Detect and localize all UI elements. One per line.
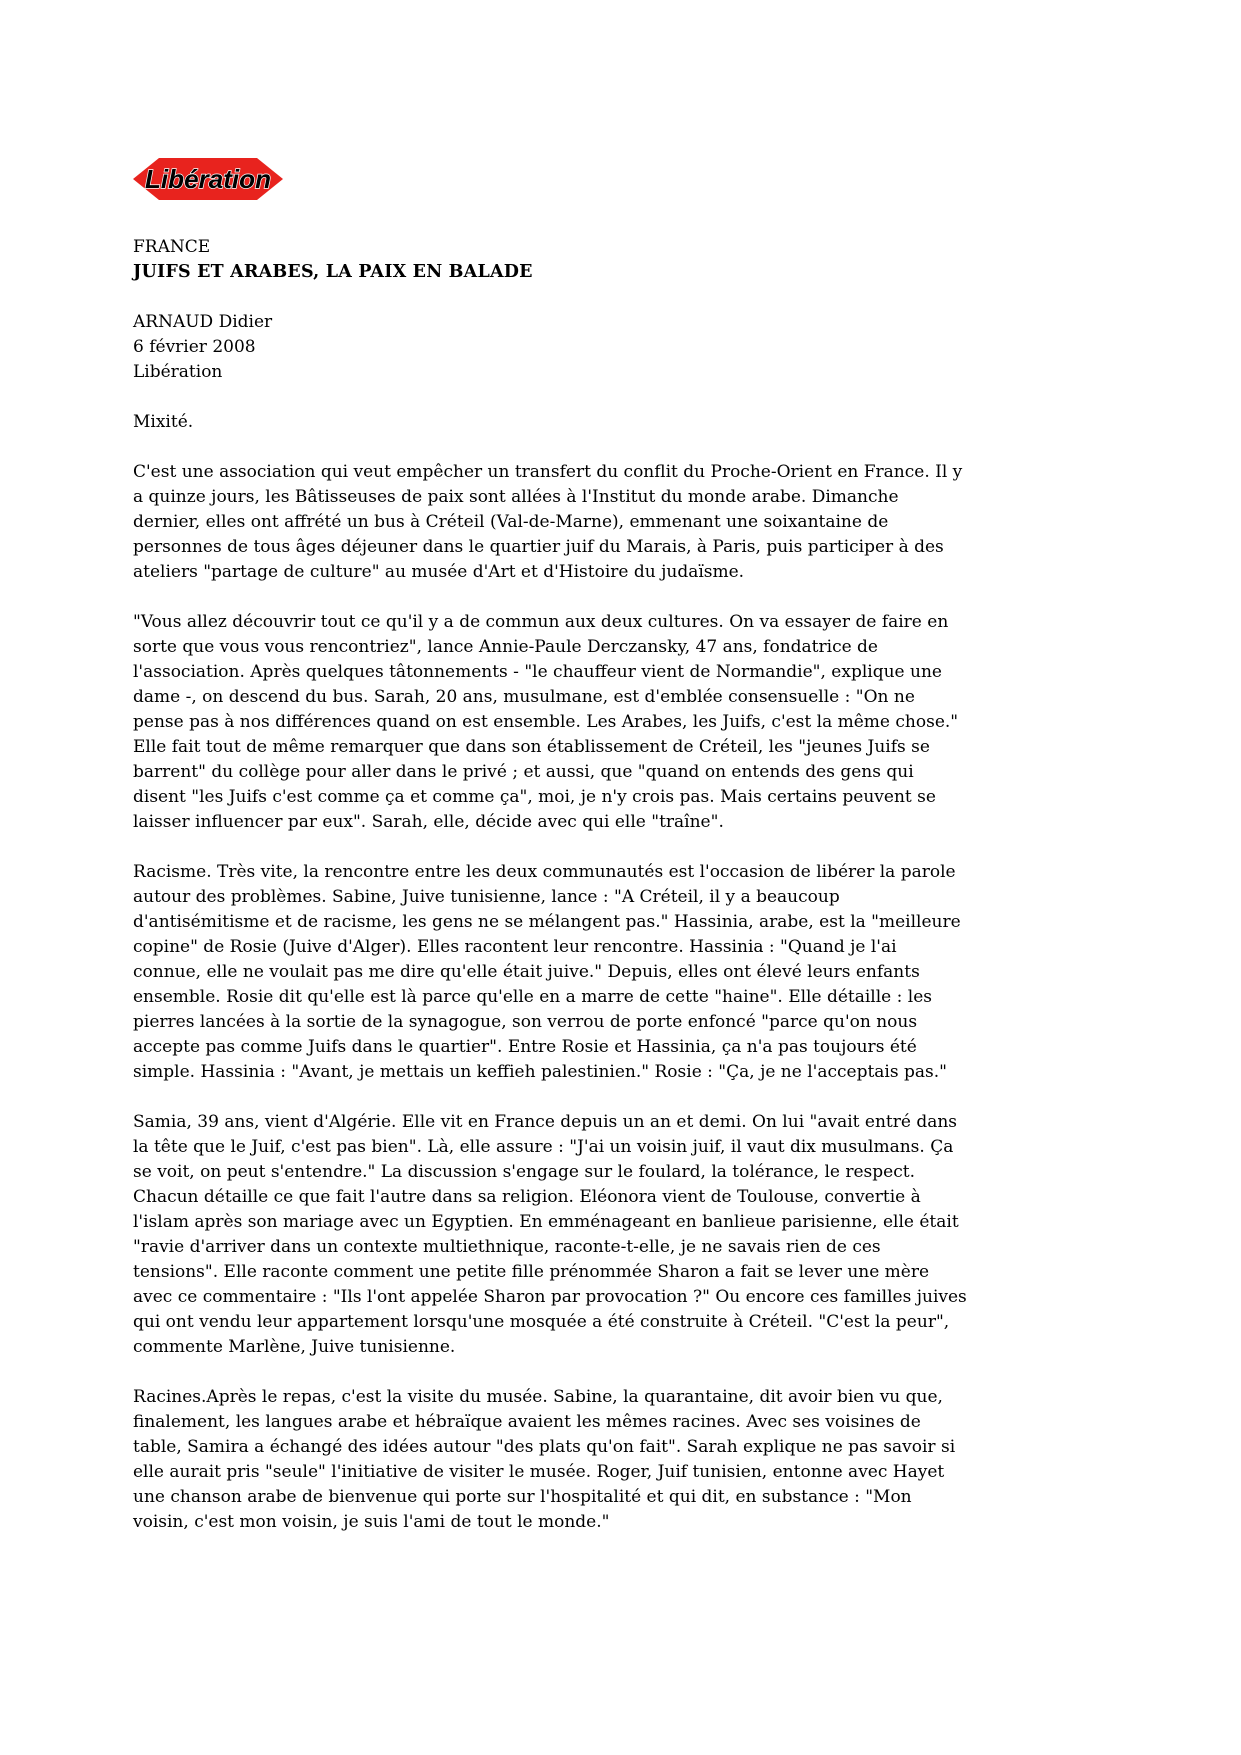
byline [133, 310, 969, 385]
logo-text: Libération [145, 164, 271, 194]
standfirst: Mixité. [133, 412, 194, 432]
article-paragraph: Racines.Après le repas, c'est la visite du musée. Sabine, la quarantaine, dit avoir bien vu que, finalement, les langues arabe et hébraïque avaient les mêmes racines. Avec ses voisines de table, Samira a échangé des idées autour "des plats qu'on fait". Sarah explique ne pas savoir si elle aurait pris "seule" l'initiative de visiter le musée. Roger, Juif tunisien, entonne avec Hayet une chanson arabe de bienvenue qui porte sur l'hospitalité et qui dit, en substance : "Mon voisin, c'est mon voisin, je suis l'ami de tout le monde." [133, 1387, 956, 1532]
source-name: Libération [133, 362, 223, 382]
article-paragraph: C'est une association qui veut empêcher un transfert du conflit du Proche-Orient en France. Il y a quinze jours, les Bâtisseuses de paix sont allées à l'Institut du monde arabe. Dimanche dernier, elles ont affrété un bus à Créteil (Val-de-Marne), emmenant une soixantaine de personnes de tous âges déjeuner dans le quartier juif du Marais, à Paris, puis participer à des ateliers "partage de culture" au musée d'Art et d'Histoire du judaïsme. [133, 462, 963, 582]
article-title: JUIFS ET ARABES, LA PAIX EN BALADE [133, 262, 533, 282]
section-label: FRANCE [133, 237, 211, 257]
article-content [133, 155, 969, 1560]
liberation-logo-graphic [133, 155, 283, 203]
article-paragraph: Samia, 39 ans, vient d'Algérie. Elle vit en France depuis un an et demi. On lui "avait entré dans la tête que le Juif, c'est pas bien". Là, elle assure : "J'ai un voisin juif, il vaut dix musulmans. Ça se voit, on peut s'entendre." La discussion s'engage sur le foulard, la tolérance, le respect. Chacun détaille ce que fait l'autre dans sa religion. Eléonora vient de Toulouse, convertie à l'islam après son mariage avec un Egyptien. En emménageant en banlieue parisienne, elle était "ravie d'arriver dans un contexte multiethnique, raconte-t-elle, je ne savais rien de ces tensions". Elle raconte comment une petite fille prénommée Sharon a fait se lever une mère avec ce commentaire : "Ils l'ont appelée Sharon par provocation ?" Ou encore ces familles juives qui ont vendu leur appartement lorsqu'une mosquée a été construite à Créteil. "C'est la peur", commente Marlène, Juive tunisienne. [133, 1112, 967, 1357]
article-paragraph: Racisme. Très vite, la rencontre entre les deux communautés est l'occasion de libérer la parole autour des problèmes. Sabine, Juive tunisienne, lance : "A Créteil, il y a beaucoup d'antisémitisme et de racisme, les gens ne se mélangent pas." Hassinia, arabe, est la "meilleure copine" de Rosie (Juive d'Alger). Elles racontent leur rencontre. Hassinia : "Quand je l'ai connue, elle ne voulait pas me dire qu'elle était juive." Depuis, elles ont élevé leurs enfants ensemble. Rosie dit qu'elle est là parce qu'elle en a marre de cette "haine". Elle détaille : les pierres lancées à la sortie de la synagogue, son verrou de porte enfoncé "parce qu'on nous accepte pas comme Juifs dans le quartier". Entre Rosie et Hassinia, ça n'a pas toujours été simple. Hassinia : "Avant, je mettais un keffieh palestinien." Rosie : "Ça, je ne l'acceptais pas." [133, 862, 961, 1082]
author-name: ARNAUD Didier [133, 312, 273, 332]
article-header [133, 235, 969, 285]
article-paragraph: "Vous allez découvrir tout ce qu'il y a de commun aux deux cultures. On va essayer de faire en sorte que vous vous rencontriez", lance Annie-Paule Derczansky, 47 ans, fondatrice de l'association. Après quelques tâtonnements - "le chauffeur vient de Normandie", explique une dame -, on descend du bus. Sarah, 20 ans, musulmane, est d'emblée consensuelle : "On ne pense pas à nos différences quand on est ensemble. Les Arabes, les Juifs, c'est la même chose." Elle fait tout de même remarquer que dans son établissement de Créteil, les "jeunes Juifs se barrent" du collège pour aller dans le privé ; et aussi, que "quand on entends des gens qui disent "les Juifs c'est comme ça et comme ça", moi, je n'y crois pas. Mais certains peuvent se laisser influencer par eux". Sarah, elle, décide avec qui elle "traîne". [133, 612, 959, 832]
publish-date: 6 février 2008 [133, 337, 256, 357]
liberation-logo [133, 155, 283, 203]
